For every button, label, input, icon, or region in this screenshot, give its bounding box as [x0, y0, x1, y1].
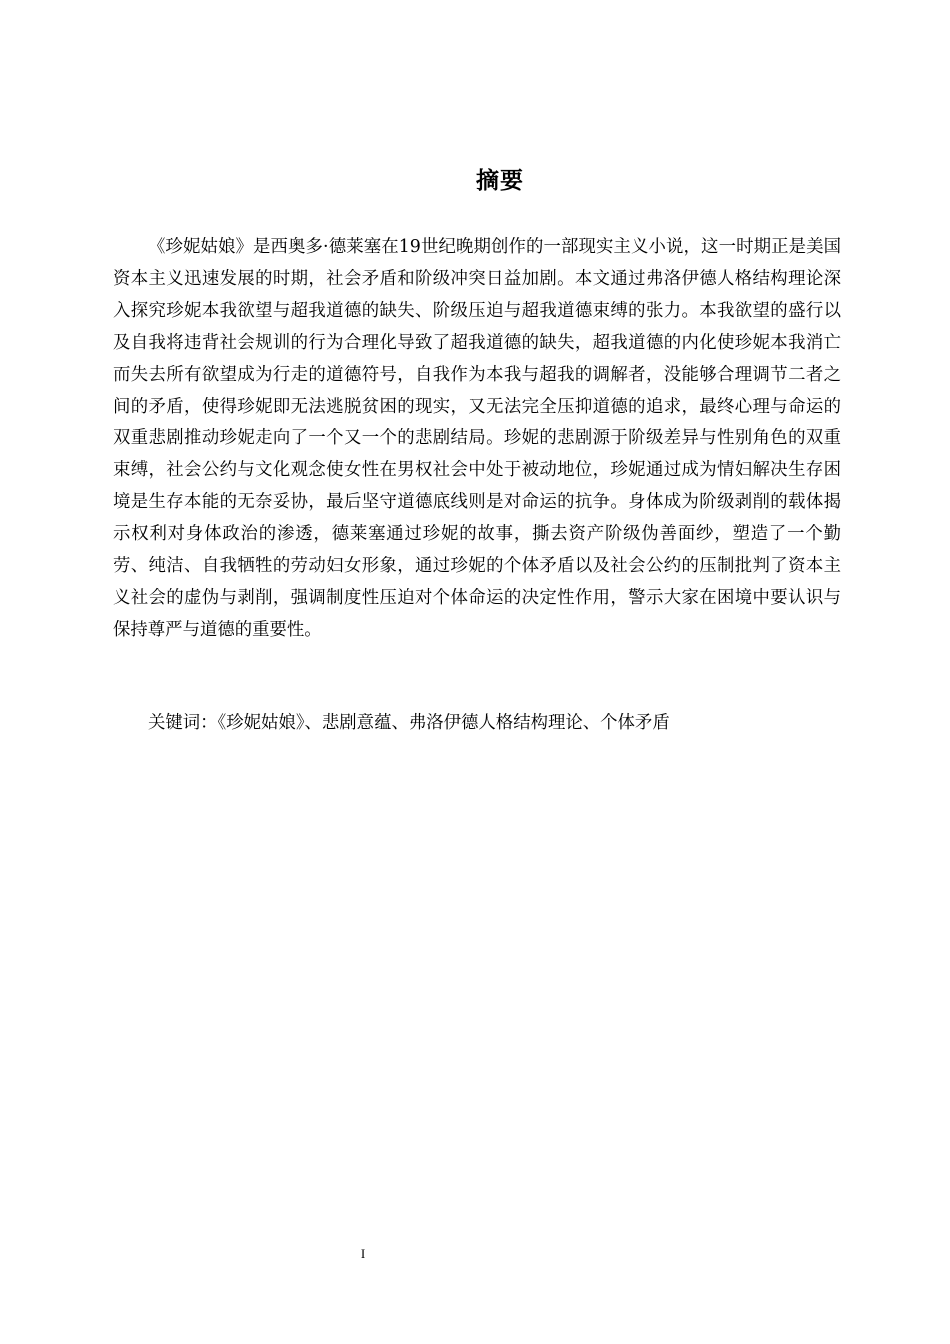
page-title: 摘要	[476, 168, 524, 194]
abstract-paragraph: 《珍妮姑娘》是西奥多·德莱塞在19世纪晚期创作的一部现实主义小说，这一时期正是美国资本主义迅速发展的时期，社会矛盾和阶级冲突日益加剧。本文通过弗洛伊德人格结构理论深入探究珍妮本我欲望与超我道德的缺失、阶级压迫与超我道德束缚的张力。本我欲望的盛行以及自我将违背社会规训的行为合理化导致了超我道德的缺失，超我道德的内化使珍妮本我消亡而失去所有欲望成为行走的道德符号，自我作为本我与超我的调解者，没能够合理调节二者之间的矛盾，使得珍妮即无法逃脱贫困的现实，又无法完全压抑道德的追求，最终心理与命运的双重悲剧推动珍妮走向了一个又一个的悲剧结局。珍妮的悲剧源于阶级差异与性别角色的双重束缚，社会公约与文化观念使女性在男权社会中处于被动地位，珍妮通过成为情妇解决生存困境是生存本能的无奈妥协，最后坚守道德底线则是对命运的抗争。身体成为阶级剥削的载体揭示权利对身体政治的渗透，德莱塞通过珍妮的故事，撕去资产阶级伪善面纱，塑造了一个勤劳、纯洁、自我牺牲的劳动妇女形象，通过珍妮的个体矛盾以及社会公约的压制批判了资本主义社会的虚伪与剥削，强调制度性压迫对个体命运的决定性作用，警示大家在困境中要认识与保持尊严与道德的重要性。	[113, 237, 841, 640]
keywords-line: 关键词：《珍妮姑娘》、悲剧意蕴、弗洛伊德人格结构理论、个体矛盾	[148, 713, 670, 733]
page-number: I	[360, 1246, 366, 1261]
